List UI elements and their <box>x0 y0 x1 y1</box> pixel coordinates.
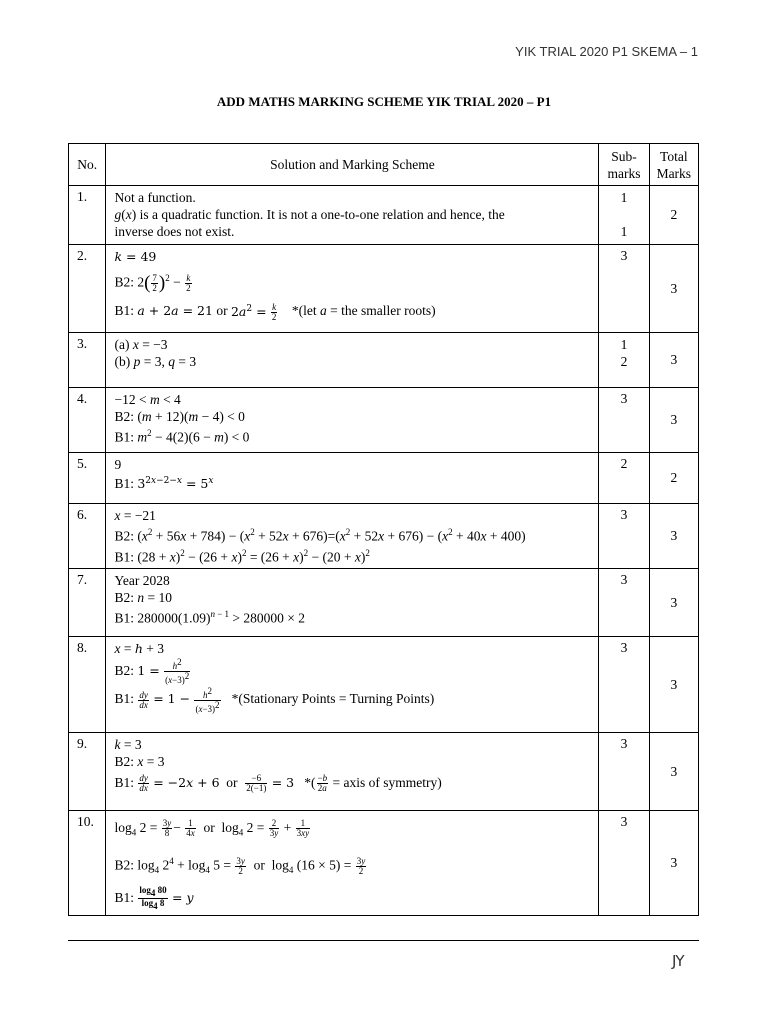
total-marks-cell: 2 <box>649 453 698 504</box>
table-row <box>69 733 699 811</box>
solution-line: (b) p = 3, q = 3 <box>114 354 197 369</box>
solution-line: inverse does not exist. <box>114 224 235 239</box>
submarks-cell: 3 <box>599 569 649 637</box>
submarks-cell: 3 <box>599 245 649 333</box>
submarks-cell: 1 2 <box>599 333 649 388</box>
question-number: 8. <box>69 637 106 733</box>
solution-cell <box>106 504 599 569</box>
submarks-cell: 2 <box>599 453 649 504</box>
solution-line: B1: $m^2 - 4(2)(6 - m) < 0$ <box>114 428 250 445</box>
table-row <box>69 569 699 637</box>
submarks-cell: 3 <box>599 388 649 453</box>
footer-divider <box>68 940 699 941</box>
page-title: ADD MATHS MARKING SCHEME YIK TRIAL 2020 – P1 <box>216 94 552 109</box>
submarks-cell: 3 <box>599 504 649 569</box>
table-row <box>69 453 699 504</box>
question-number: 10. <box>69 811 106 916</box>
table-row <box>69 504 699 569</box>
solution-line: B2: n = 10 <box>114 590 172 605</box>
solution-line: $\log_4 2$ = $\frac{3y}{8}$ − $\frac{1}{4x}$ or $\log_4 2$ = $\frac{2}{3y}$ + $\frac{1}{3xy}$ <box>114 818 310 839</box>
question-number: 2. <box>69 245 106 333</box>
header-total <box>649 144 698 186</box>
table-header-row <box>69 144 699 186</box>
solution-cell <box>106 569 599 637</box>
solution-line: −12 < m < 4 <box>114 392 181 407</box>
solution-line: Not a function. <box>114 190 196 205</box>
submarks-cell: 1 1 <box>599 186 649 245</box>
table-row <box>69 245 699 333</box>
table-row <box>69 186 699 245</box>
solution-line: B2: 1 = $\frac{h^2}{(x-3)^2}$ <box>114 657 190 686</box>
header-submarks <box>599 144 649 186</box>
solution-cell <box>106 388 599 453</box>
solution-line: x = h + 3 <box>114 641 165 656</box>
question-number: 3. <box>69 333 106 388</box>
submarks-cell: 3 <box>599 811 649 916</box>
document-code: YIK TRIAL 2020 P1 SKEMA – 1 <box>515 44 698 59</box>
solution-line: B1: $(28 + x)^2 - (26 + x)^2 = (26 + x)^2 - (20 + x)^2$ <box>114 547 370 564</box>
total-marks-cell: 2 <box>649 186 698 245</box>
question-number: 1. <box>69 186 106 245</box>
table-row <box>69 811 699 916</box>
marking-scheme-table <box>68 143 699 916</box>
solution-line: B2: 2( $\frac{7}{2}$ )$^2$ − $\frac{k}{2}$ <box>114 272 191 294</box>
question-number: 4. <box>69 388 106 453</box>
solution-line: x = −21 <box>114 508 156 523</box>
solution-cell <box>106 245 599 333</box>
solution-line: k = 49 <box>114 249 157 264</box>
submarks-cell: 3 <box>599 733 649 811</box>
total-marks-cell: 3 <box>649 811 698 916</box>
header-submarks-line2: marks <box>607 165 641 181</box>
table-row <box>69 388 699 453</box>
total-marks-cell: 3 <box>649 504 698 569</box>
solution-line: B2: x = 3 <box>114 754 165 769</box>
submarks-cell: 3 <box>599 637 649 733</box>
question-number: 7. <box>69 569 106 637</box>
table-row <box>69 333 699 388</box>
solution-cell <box>106 733 599 811</box>
solution-line: B1: $\frac{dy}{dx}$ = −2x + 6 or $\frac{-6}{2(-1)}$ = 3 *( $\frac{-b}{2a}$ = axis of symmetry) <box>114 773 442 794</box>
solution-cell <box>106 453 599 504</box>
question-number: 6. <box>69 504 106 569</box>
footer-logo: JY <box>672 952 684 970</box>
solution-line: B2: $(x^2 + 56x + 784) - (x^2 + 52x + 676)=(x^2 + 52x + 676) - (x^2 + 40x + 400)$ <box>114 527 526 544</box>
solution-line: Year 2028 <box>114 573 170 588</box>
solution-cell <box>106 637 599 733</box>
solution-line: B1: $\frac{dy}{dx}$ = 1 − $\frac{h^2}{(x-3)^2}$ *(Stationary Points = Turning Points) <box>114 685 435 714</box>
table-row <box>69 637 699 733</box>
solution-cell <box>106 333 599 388</box>
total-marks-cell: 3 <box>649 637 698 733</box>
header-submarks-line1: Sub- <box>611 148 637 164</box>
total-marks-cell: 3 <box>649 333 698 388</box>
solution-line: g(x) is a quadratic function. It is not a one-to-one relation and hence, the <box>114 207 505 222</box>
solution-line: k = 3 <box>114 737 142 752</box>
solution-cell <box>106 811 599 916</box>
solution-line: B1: a + 2a = 21 or $2a^2$ = $\frac{k}{2}$ *(let a = the smaller roots) <box>114 301 436 322</box>
solution-line: B1: $3^{2x-2-x} = 5^x$ <box>114 476 214 492</box>
solution-cell <box>106 186 599 245</box>
question-number: 5. <box>69 453 106 504</box>
total-marks-cell: 3 <box>649 388 698 453</box>
header-solution: Solution and Marking Scheme <box>106 144 599 186</box>
total-marks-cell: 3 <box>649 569 698 637</box>
total-marks-cell: 3 <box>649 245 698 333</box>
solution-line: B2: (m + 12)(m − 4) < 0 <box>114 409 245 424</box>
solution-line: (a) x = −3 <box>114 337 168 352</box>
question-number: 9. <box>69 733 106 811</box>
total-marks-cell: 3 <box>649 733 698 811</box>
header-total-line2: Marks <box>656 165 692 181</box>
header-total-line1: Total <box>660 148 688 164</box>
solution-line: B1: $\frac{\log_4 80}{\log_4 8}$ = y <box>114 885 194 912</box>
solution-line: B2: $\log_4 2^4 + \log_4 5$ = $\frac{3y}{2}$ or $\log_4 (16 \times 5)$ = $\frac{3y}{2}$ <box>114 855 366 876</box>
solution-line: B1: $280000(1.09)^{n - 1} > 280000 \times 2$ <box>114 609 306 626</box>
solution-line: 9 <box>114 457 122 472</box>
header-no: No. <box>69 144 106 186</box>
